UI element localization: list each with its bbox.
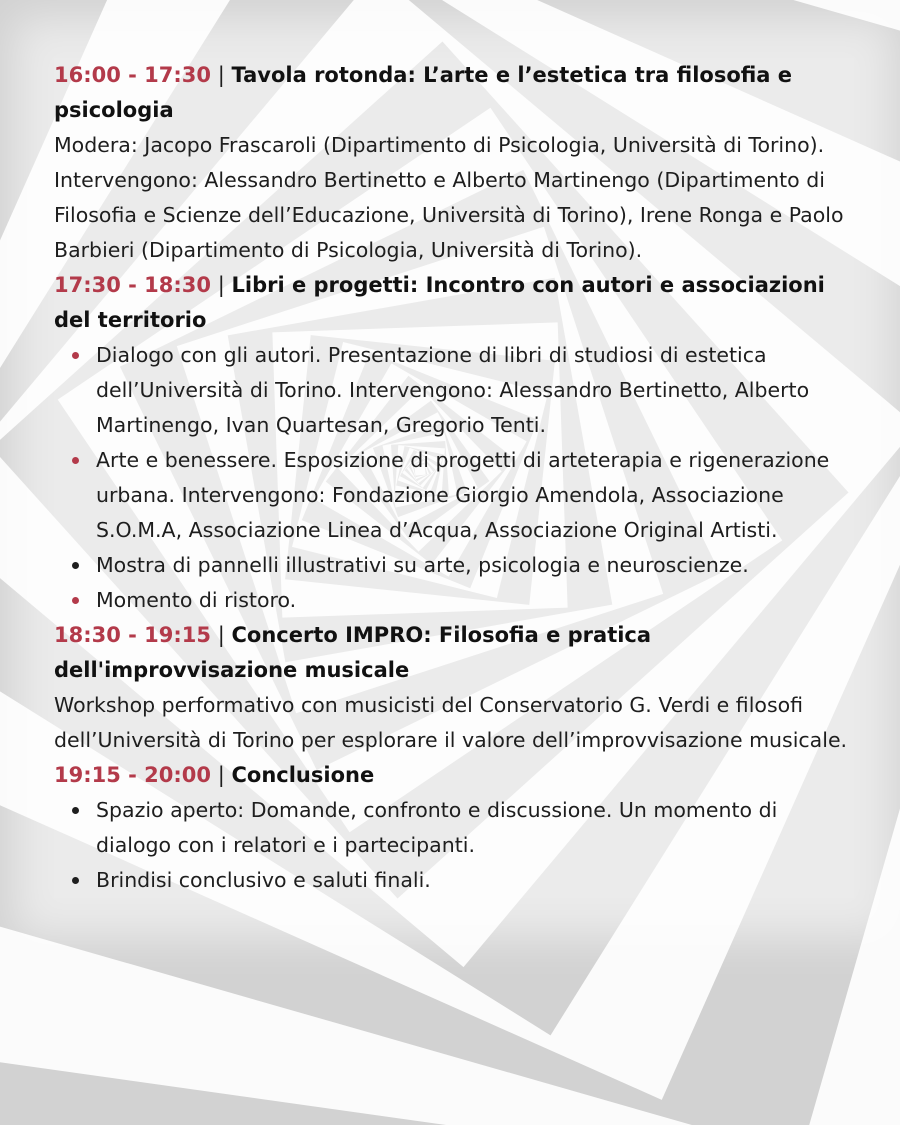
list-item-text: Spazio aperto: Domande, confronto e discussione. Un momento di dialogo con i relatori e i partecipanti. xyxy=(96,798,778,857)
list-item-text: Arte e benessere. Esposizione di progetti di arteterapia e rigenerazione urbana. Intervengono: Fondazione Giorgio Amendola, Associazione S.O.M.A, Associazione Linea d’Acqua, Associazione Original Artisti. xyxy=(96,448,830,542)
session-title: Libri e progetti: Incontro con autori e associazioni del territorio xyxy=(54,273,825,332)
separator: | xyxy=(217,63,225,87)
list-item xyxy=(96,338,854,443)
session-concerto-impro xyxy=(54,618,854,758)
session-item-list xyxy=(54,338,854,618)
list-item xyxy=(96,793,854,863)
bullet-icon xyxy=(72,562,79,569)
session-conclusione xyxy=(54,758,854,898)
session-item-list xyxy=(54,793,854,898)
separator: | xyxy=(217,623,225,647)
session-title: Concerto IMPRO: Filosofia e pratica dell'improvvisazione musicale xyxy=(54,623,652,682)
separator: | xyxy=(217,763,225,787)
list-item xyxy=(96,583,854,618)
list-item xyxy=(96,863,854,898)
bullet-icon xyxy=(72,457,79,464)
session-description: Modera: Jacopo Frascaroli (Dipartimento di Psicologia, Università di Torino). Intervengono: Alessandro Bertinetto e Alberto Martinengo (Dipartimento di Filosofia e Scienze dell’Educazione, Università di Torino), Irene Ronga e Paolo Barbieri (Dipartimento di Psicologia, Università di Torino). xyxy=(54,133,844,262)
separator: | xyxy=(217,273,225,297)
session-time: 17:30 - 18:30 xyxy=(54,273,212,297)
session-description: Workshop performativo con musicisti del Conservatorio G. Verdi e filosofi dell’Università di Torino per esplorare il valore dell’improvvisazione musicale. xyxy=(54,693,848,752)
session-time: 16:00 - 17:30 xyxy=(54,63,212,87)
session-time: 18:30 - 19:15 xyxy=(54,623,212,647)
session-heading xyxy=(54,268,854,338)
bullet-icon xyxy=(72,807,79,814)
list-item-text: Momento di ristoro. xyxy=(96,588,297,612)
session-heading xyxy=(54,58,854,128)
bullet-icon xyxy=(72,597,79,604)
session-heading xyxy=(54,758,854,793)
session-title: Tavola rotonda: L’arte e l’estetica tra filosofia e psicologia xyxy=(54,63,793,122)
program-schedule xyxy=(54,58,854,898)
list-item xyxy=(96,548,854,583)
session-libri-progetti xyxy=(54,268,854,618)
list-item xyxy=(96,443,854,548)
bullet-icon xyxy=(72,352,79,359)
list-item-text: Dialogo con gli autori. Presentazione di libri di studiosi di estetica dell’Università di Torino. Intervengono: Alessandro Bertinetto, Alberto Martinengo, Ivan Quartesan, Gregorio Tenti. xyxy=(96,343,810,437)
session-title: Conclusione xyxy=(231,763,375,787)
session-tavola-rotonda xyxy=(54,58,854,268)
list-item-text: Mostra di pannelli illustrativi su arte, psicologia e neuroscienze. xyxy=(96,553,749,577)
session-time: 19:15 - 20:00 xyxy=(54,763,212,787)
session-heading xyxy=(54,618,854,688)
bullet-icon xyxy=(72,877,79,884)
list-item-text: Brindisi conclusivo e saluti finali. xyxy=(96,868,431,892)
